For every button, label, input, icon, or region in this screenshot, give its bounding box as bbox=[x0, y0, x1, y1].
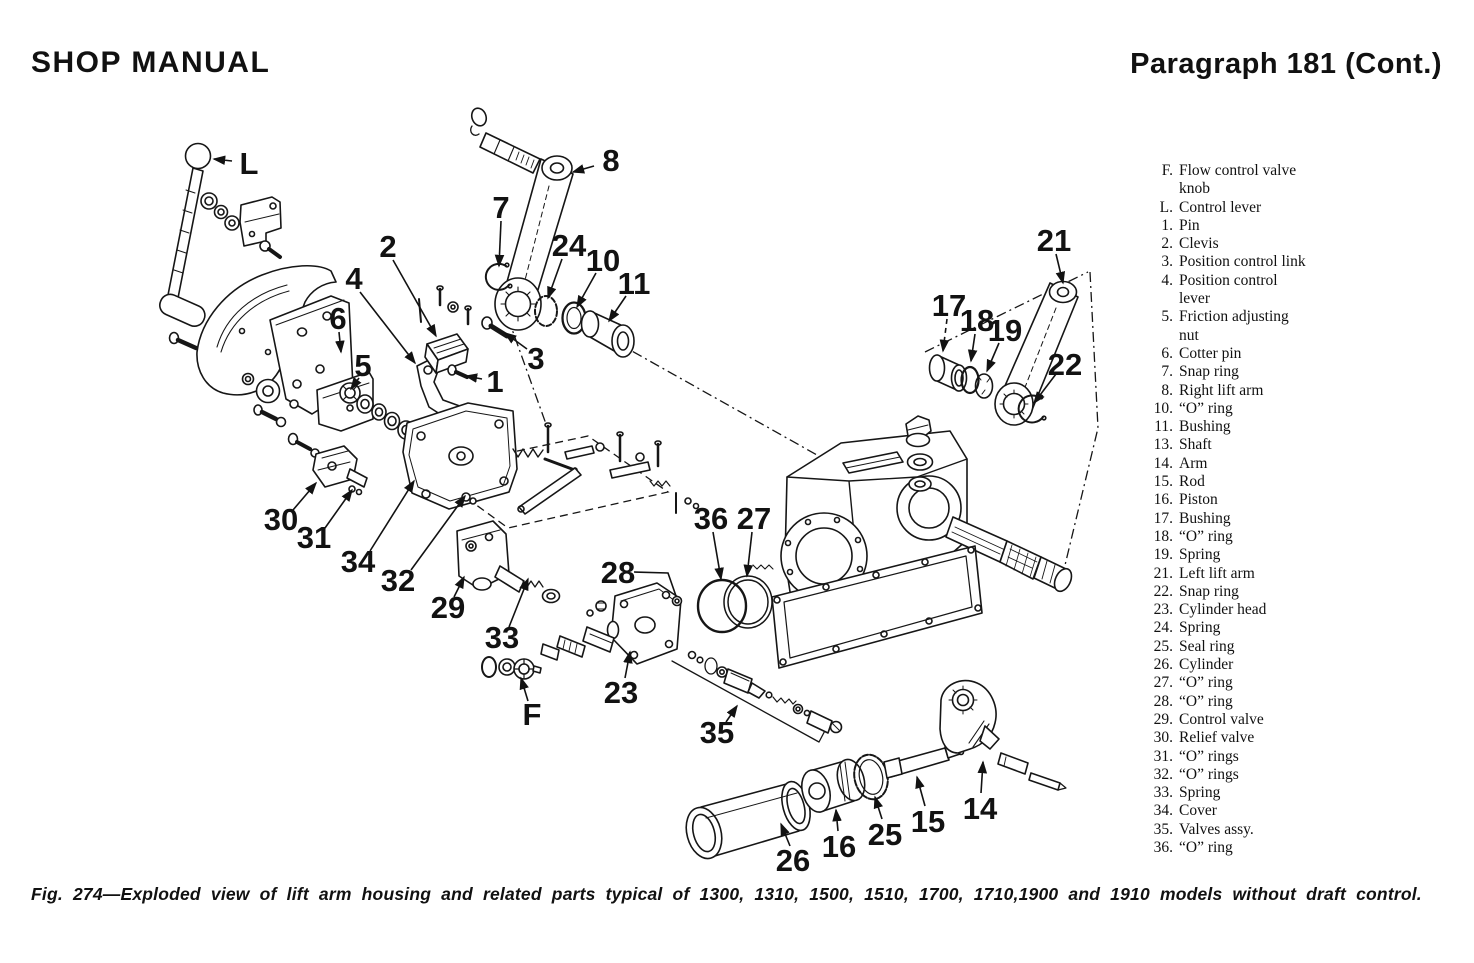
legend-item-text: Flow control valve knob bbox=[1179, 162, 1297, 198]
legend-item bbox=[1143, 363, 1463, 381]
legend-item bbox=[1143, 528, 1463, 546]
callout-label-14: 14 bbox=[962, 791, 998, 826]
legend-item bbox=[1143, 436, 1463, 454]
legend-item bbox=[1143, 601, 1463, 619]
parts-legend bbox=[1143, 162, 1463, 857]
legend-item-number: 4. bbox=[1161, 271, 1173, 289]
legend-item bbox=[1143, 235, 1463, 253]
legend-item-number: 26. bbox=[1153, 656, 1173, 674]
valves-assy-art bbox=[672, 652, 842, 743]
legend-item-number: 6. bbox=[1161, 344, 1173, 362]
legend-item-text: Valves assy. bbox=[1179, 820, 1254, 838]
legend-item-number: 8. bbox=[1161, 381, 1173, 399]
legend-item bbox=[1143, 638, 1463, 656]
legend-item-text: Relief valve bbox=[1179, 729, 1255, 747]
callout-label-25: 25 bbox=[867, 817, 903, 852]
legend-item-text: Seal ring bbox=[1179, 637, 1235, 655]
legend-item bbox=[1143, 693, 1463, 711]
legend-item-number: 31. bbox=[1153, 747, 1173, 765]
legend-item-text: Spring bbox=[1179, 546, 1221, 564]
legend-item-text: Cylinder head bbox=[1179, 601, 1267, 619]
legend-item-text: Friction adjusting nut bbox=[1179, 308, 1289, 344]
callout-leader-3 bbox=[505, 333, 527, 349]
legend-item-number: 16. bbox=[1153, 491, 1173, 509]
callout-leader-34 bbox=[370, 481, 414, 551]
legend-item-number: 19. bbox=[1153, 546, 1173, 564]
legend-item bbox=[1143, 382, 1463, 400]
callout-leader-25 bbox=[875, 797, 882, 819]
callout-label-19: 19 bbox=[987, 313, 1023, 348]
callout-label-1: 1 bbox=[486, 364, 504, 399]
callout-leader-14 bbox=[981, 762, 983, 793]
legend-item bbox=[1143, 418, 1463, 436]
legend-item-number: 30. bbox=[1153, 729, 1173, 747]
legend-item-number: 33. bbox=[1153, 784, 1173, 802]
callout-leader-36 bbox=[713, 532, 721, 579]
legend-item-number: 22. bbox=[1153, 582, 1173, 600]
callout-label-6: 6 bbox=[329, 301, 347, 336]
legend-item bbox=[1143, 162, 1463, 199]
legend-item-text: Arm bbox=[1179, 454, 1208, 472]
callout-label-31: 31 bbox=[296, 520, 332, 555]
legend-item-number: 18. bbox=[1153, 527, 1173, 545]
legend-item-text: Bushing bbox=[1179, 509, 1231, 527]
legend-item-number: 29. bbox=[1153, 710, 1173, 728]
legend-item-number: 36. bbox=[1153, 838, 1173, 856]
legend-item-number: 13. bbox=[1153, 436, 1173, 454]
callout-label-F: F bbox=[522, 697, 542, 732]
callout-label-7: 7 bbox=[492, 190, 510, 225]
housing-art bbox=[772, 416, 1075, 668]
legend-item-number: 35. bbox=[1153, 820, 1173, 838]
legend-item bbox=[1143, 619, 1463, 637]
legend-item-text: “O” ring bbox=[1179, 838, 1233, 856]
legend-item-text: Control lever bbox=[1179, 198, 1262, 216]
legend-item bbox=[1143, 729, 1463, 747]
callout-label-34: 34 bbox=[340, 544, 376, 579]
page-header-right: Paragraph 181 (Cont.) bbox=[1130, 48, 1442, 80]
callout-label-35: 35 bbox=[699, 715, 735, 750]
legend-item-text: Shaft bbox=[1179, 436, 1212, 454]
legend-item-number: 21. bbox=[1153, 564, 1173, 582]
callout-leader-8 bbox=[573, 166, 594, 172]
callout-leader-10 bbox=[577, 273, 596, 307]
legend-item bbox=[1143, 784, 1463, 802]
legend-item-number: 34. bbox=[1153, 802, 1173, 820]
legend-item bbox=[1143, 748, 1463, 766]
legend-item-text: “O” ring bbox=[1179, 527, 1233, 545]
callout-label-24: 24 bbox=[551, 228, 587, 263]
legend-item bbox=[1143, 455, 1463, 473]
legend-item bbox=[1143, 674, 1463, 692]
callout-leader-16 bbox=[836, 810, 838, 831]
legend-item-number: L. bbox=[1159, 198, 1173, 216]
legend-item-number: 28. bbox=[1153, 692, 1173, 710]
legend-item-text: Snap ring bbox=[1179, 582, 1239, 600]
legend-item-text: Right lift arm bbox=[1179, 381, 1264, 399]
legend-item-number: 14. bbox=[1153, 454, 1173, 472]
callout-leader-18 bbox=[971, 334, 975, 361]
callout-label-4: 4 bbox=[345, 261, 363, 296]
legend-item-number: 11. bbox=[1154, 418, 1173, 436]
callout-label-5: 5 bbox=[354, 348, 372, 383]
callout-leader-21 bbox=[1056, 254, 1063, 283]
valve-cluster-art bbox=[289, 403, 582, 603]
callout-leader-24 bbox=[548, 259, 562, 298]
legend-item-number: 25. bbox=[1153, 637, 1173, 655]
legend-item-number: F. bbox=[1161, 162, 1173, 179]
legend-item-text: Bushing bbox=[1179, 418, 1231, 436]
legend-item bbox=[1143, 565, 1463, 583]
legend-item-text: “O” ring bbox=[1179, 399, 1233, 417]
legend-item bbox=[1143, 766, 1463, 784]
callout-leader-2 bbox=[393, 260, 436, 336]
legend-item-text: “O” ring bbox=[1179, 692, 1233, 710]
callout-label-36: 36 bbox=[693, 501, 729, 536]
legend-item-text: Cylinder bbox=[1179, 656, 1234, 674]
legend-item bbox=[1143, 199, 1463, 217]
legend-item bbox=[1143, 345, 1463, 363]
figure-caption: Fig. 274—Exploded view of lift arm housing and related parts typical of 1300, 1310, 1500, 1510, 1700, 1710,1900 and 1910 models without draft control. bbox=[31, 884, 1422, 904]
legend-item bbox=[1143, 308, 1463, 345]
legend-item-number: 10. bbox=[1153, 399, 1173, 417]
legend-item-text: Position control link bbox=[1179, 253, 1306, 271]
legend-item-text: Position control lever bbox=[1179, 271, 1278, 308]
callout-leader-27 bbox=[747, 532, 752, 576]
legend-item-number: 1. bbox=[1161, 216, 1173, 234]
legend-item-text: Rod bbox=[1179, 473, 1205, 491]
legend-item bbox=[1143, 217, 1463, 235]
legend-item-text: Left lift arm bbox=[1179, 564, 1255, 582]
legend-item bbox=[1143, 473, 1463, 491]
legend-item-text: “O” ring bbox=[1179, 674, 1233, 692]
legend-item-text: Cotter pin bbox=[1179, 344, 1242, 362]
legend-item-number: 15. bbox=[1153, 473, 1173, 491]
callout-label-21: 21 bbox=[1036, 223, 1072, 258]
legend-item bbox=[1143, 546, 1463, 564]
legend-item bbox=[1143, 510, 1463, 528]
legend-item-number: 32. bbox=[1153, 765, 1173, 783]
legend-item-text: Clevis bbox=[1179, 235, 1219, 253]
legend-item-number: 24. bbox=[1153, 619, 1173, 637]
callout-label-2: 2 bbox=[379, 229, 397, 264]
legend-item-number: 23. bbox=[1153, 601, 1173, 619]
callout-label-30: 30 bbox=[263, 502, 299, 537]
page-header-left: SHOP MANUAL bbox=[31, 46, 271, 79]
legend-item-number: 17. bbox=[1153, 509, 1173, 527]
position-control-art bbox=[417, 286, 507, 421]
legend-item bbox=[1143, 491, 1463, 509]
legend-item-number: 27. bbox=[1153, 674, 1173, 692]
legend-item bbox=[1143, 272, 1463, 309]
callout-label-8: 8 bbox=[602, 143, 620, 178]
legend-item bbox=[1143, 839, 1463, 857]
callout-label-3: 3 bbox=[527, 341, 545, 376]
legend-item-text: Spring bbox=[1179, 784, 1221, 802]
legend-item bbox=[1143, 253, 1463, 271]
callout-label-22: 22 bbox=[1047, 347, 1083, 382]
legend-item bbox=[1143, 400, 1463, 418]
callout-label-11: 11 bbox=[617, 266, 651, 301]
callout-leader-15 bbox=[917, 777, 925, 806]
legend-item-text: Control valve bbox=[1179, 710, 1264, 728]
callout-label-28: 28 bbox=[600, 555, 636, 590]
legend-item-text: Snap ring bbox=[1179, 363, 1239, 381]
callout-label-32: 32 bbox=[380, 563, 416, 598]
legend-item-number: 2. bbox=[1161, 235, 1173, 253]
legend-item-text: Pin bbox=[1179, 216, 1200, 234]
callout-label-23: 23 bbox=[603, 675, 639, 710]
legend-item bbox=[1143, 583, 1463, 601]
legend-item-text: Cover bbox=[1179, 802, 1217, 820]
callout-leader-17 bbox=[943, 319, 947, 351]
callout-label-17: 17 bbox=[931, 288, 967, 323]
legend-item-text: “O” rings bbox=[1179, 765, 1239, 783]
legend-item-number: 5. bbox=[1161, 308, 1173, 326]
callout-label-L: L bbox=[239, 146, 259, 181]
callout-leader-L bbox=[214, 159, 232, 161]
callout-label-10: 10 bbox=[585, 243, 621, 278]
legend-item bbox=[1143, 821, 1463, 839]
callout-label-29: 29 bbox=[430, 590, 466, 625]
callout-label-16: 16 bbox=[821, 829, 857, 864]
legend-item-text: Spring bbox=[1179, 619, 1221, 637]
line-art bbox=[157, 106, 1078, 862]
callout-label-18: 18 bbox=[959, 303, 995, 338]
legend-item-number: 7. bbox=[1161, 363, 1173, 381]
legend-item-number: 3. bbox=[1161, 253, 1173, 271]
callout-label-26: 26 bbox=[775, 843, 811, 878]
legend-item bbox=[1143, 802, 1463, 820]
callout-leader-7 bbox=[499, 221, 501, 266]
callout-label-15: 15 bbox=[910, 804, 946, 839]
legend-item bbox=[1143, 711, 1463, 729]
legend-item-text: “O” rings bbox=[1179, 747, 1239, 765]
callout-label-33: 33 bbox=[484, 620, 520, 655]
callout-label-27: 27 bbox=[736, 501, 772, 536]
legend-item-text: Piston bbox=[1179, 491, 1218, 509]
legend-item bbox=[1143, 656, 1463, 674]
